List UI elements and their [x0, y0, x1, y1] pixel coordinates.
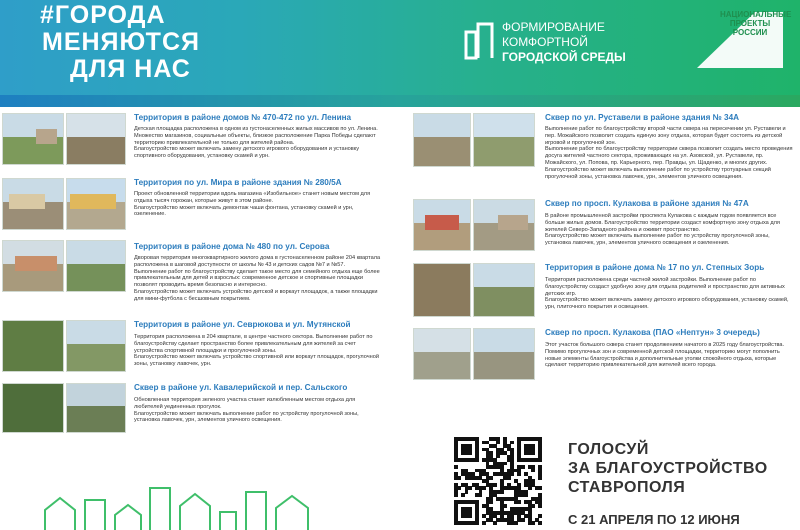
- qr-module: [510, 441, 514, 445]
- qr-module: [468, 514, 472, 518]
- project-6-paragraph: Благоустройство может включать выполнение работ по устройству тротуарных секций прогулочной зоны, установка лавочек, урн, элементов уличного освещения.: [545, 166, 771, 180]
- project-7-paragraph: Благоустройство может включать выполнение работ по устройству прогулочной зоны, установка лавочек, урн, элементов уличного освещения и озеленения.: [545, 233, 770, 247]
- project-2-title: Территория по ул. Мира в районе здания № 280/5А: [134, 178, 342, 187]
- qr-module: [475, 458, 479, 462]
- qr-module: [510, 472, 514, 476]
- logo2-line-1: НАЦИОНАЛЬНЫЕ: [720, 10, 792, 19]
- vote-call-to-action: [568, 440, 768, 497]
- qr-module: [517, 472, 521, 476]
- qr-module: [503, 504, 507, 508]
- qr-module: [458, 476, 462, 480]
- national-projects-logo-text: [720, 10, 792, 37]
- qr-module: [538, 514, 542, 518]
- project-6-photo-b: [473, 113, 535, 167]
- project-1-title: Территория в районе домов № 470-472 по ул. Ленина: [134, 113, 352, 122]
- qr-module: [538, 476, 542, 480]
- project-5-paragraph: Благоустройство может включать выполнение работ по устройству прогулочной зоны, установка лавочек, урн, элементов уличного освещения.: [134, 410, 359, 424]
- qr-module: [514, 521, 518, 525]
- project-3-paragraph: Благоустройство может включать устройство детской и воркаут площадок, а также площадки для мини-футбола с бесшовным покрытием.: [134, 288, 378, 302]
- project-3-title: Территория в районе дома № 480 по ул. Серова: [134, 242, 330, 251]
- project-7-paragraph: В районе промышленной застройки проспекта Кулакова с каждым годом появляется все больше жилых домов. Благоустройство территории создаст комфортную зону отдыха для жителей Северо-Западного района и оживит пространство.: [545, 213, 780, 233]
- qr-module: [500, 490, 504, 494]
- header-banner: [0, 0, 800, 95]
- qr-module: [538, 486, 542, 490]
- project-4-title: Территория в районе ул. Севрюкова и ул. Мутянской: [134, 320, 351, 329]
- qr-module: [454, 493, 458, 497]
- project-5-title: Сквер в районе ул. Кавалерийской и пер. Сальского: [134, 383, 348, 392]
- qr-module: [489, 476, 493, 480]
- project-7-photo-a: [413, 199, 471, 251]
- project-3-paragraph: Дворовая территория многоквартирного жилого дома в густонаселенном районе 204 квартала расположена в шаговой доступности от школы № 43 и детских садов №7 и №57.: [134, 255, 381, 268]
- campaign-hashtag: [40, 2, 200, 83]
- qr-module: [521, 518, 525, 522]
- qr-module: [465, 490, 469, 494]
- hashtag-line-2: МЕНЯЮТСЯ: [42, 28, 200, 56]
- city-skyline-icon: [40, 480, 340, 530]
- project-5-photo-b: [66, 383, 126, 433]
- project-9-photo-a: [413, 328, 471, 380]
- project-6-description: [545, 126, 795, 180]
- logo1-line-2: КОМФОРТНОЙ: [502, 35, 588, 49]
- qr-module: [461, 493, 465, 497]
- project-7-photo-b: [473, 199, 535, 251]
- qr-module: [538, 458, 542, 462]
- project-9-title: Сквер по просп. Кулакова (ПАО «Нептун» 3 очередь): [545, 328, 760, 337]
- qr-module: [521, 465, 525, 469]
- project-6-paragraph: Выполнение работ по благоустройству второй части сквера на пересечении ул. Руставели и пер. Можайского позволит создать единую зону отдыха, которая будет состоять из детской игровой и прогулочной зон.: [545, 126, 786, 146]
- project-4-paragraph: Территория расположена в 204 квартале, в центре частного сектора. Выполнение работ по благоустройству сделает пространство более привлекательным для жителей за счет устройства спортивной площадки и прогулочной зоны.: [134, 334, 373, 354]
- project-2-description: [134, 191, 384, 218]
- qr-module: [507, 476, 511, 480]
- qr-module: [468, 486, 472, 490]
- vote-line-2: ЗА БЛАГОУСТРОЙСТВО: [568, 460, 768, 477]
- project-6-title: Сквер по ул. Руставели в районе здания № 34А: [545, 113, 740, 122]
- qr-module: [528, 486, 532, 490]
- project-3-description: [134, 255, 384, 303]
- qr-module: [538, 521, 542, 525]
- logo1-line-1: ФОРМИРОВАНИЕ: [502, 20, 605, 34]
- vote-line-1: ГОЛОСУЙ: [568, 441, 649, 458]
- qr-module: [496, 441, 500, 445]
- qr-module: [538, 504, 542, 508]
- project-2-photo-b: [66, 178, 126, 230]
- project-1-paragraph: Детская площадка расположена в одном из густонаселенных жилых массивов по ул. Ленина. Множество магазинов, социальные объекты, близкое расположение Парка Победы сделают территорию привлекательной не только для жителей района.: [134, 126, 378, 146]
- qr-module: [493, 483, 497, 487]
- qr-module: [493, 521, 497, 525]
- qr-module: [531, 469, 535, 473]
- comfort-environment-logo-text: [502, 20, 626, 65]
- vote-dates: С 21 АПРЕЛЯ ПО 12 ИЮНЯ: [568, 512, 740, 527]
- logo2-line-3: РОССИИ: [732, 28, 768, 37]
- project-4-photo-b: [66, 320, 126, 372]
- logo1-line-3: ГОРОДСКОЙ СРЕДЫ: [502, 50, 626, 64]
- project-5-description: [134, 397, 384, 424]
- project-1-description: [134, 126, 384, 160]
- qr-module: [454, 465, 458, 469]
- hashtag-line-1: #ГОРОДА: [40, 1, 166, 29]
- qr-module: [482, 521, 486, 525]
- project-6-paragraph: Выполнение работ по благоустройству территории сквера позволит создать место проведения досуга жителей частного сектора, проживающих на ул. Азовской, ул. Руставели, пр. Можайского, ул. Попова, пр. Карьерного, пер. Правды, ул. Щаденко, и многих других.: [545, 146, 793, 166]
- qr-module: [468, 451, 472, 455]
- project-8-photo-a: [413, 263, 471, 317]
- qr-module: [531, 521, 535, 525]
- qr-module: [475, 521, 479, 525]
- project-4-paragraph: Благоустройство может включать устройство спортивной или воркаут площадок, прогулочной зоны, установку лавочек, урн.: [134, 354, 379, 368]
- project-8-title: Территория в районе дома № 17 по ул. Степных Зорь: [545, 263, 765, 272]
- project-2-paragraph: Проект обновленной территории вдоль магазина «Изобильное» станет новым местом для отдыха тысяч горожан, которые живут в этом районе.: [134, 191, 371, 204]
- project-4-description: [134, 334, 384, 368]
- qr-module: [503, 462, 507, 466]
- project-1-paragraph: Благоустройство может включать замену детского игрового оборудования и установку спортивного оборудования, установку скамей и урн.: [134, 146, 360, 160]
- header-stripe: [0, 95, 800, 107]
- project-4-photo-a: [2, 320, 64, 372]
- project-3-photo-a: [2, 240, 64, 292]
- logo2-line-2: ПРОЕКТЫ: [729, 19, 771, 28]
- qr-module: [482, 486, 486, 490]
- project-1-photo-a: [2, 113, 64, 165]
- project-9-paragraph: Этот участок большого сквера станет продолжением начатого в 2025 году благоустройства.: [545, 342, 785, 348]
- project-9-paragraph: Помимо прогулочных зон и современной детской площадки, территорию могут пополнить новые элементы благоустройства и дополнительные уголки спокойного отдыха, которые сделают территорию привлекательной для жителей всего города.: [545, 348, 780, 369]
- hashtag-line-3: ДЛЯ НАС: [70, 55, 191, 83]
- project-5-paragraph: Обновленная территория зеленого участка станет излюбленным местом отдыха для любителей уединенных прогулок.: [134, 397, 356, 410]
- project-3-photo-b: [66, 240, 126, 292]
- project-8-paragraph: Благоустройство может включать замену детского игрового оборудования, установку скамей, урн, плиточного покрытия и освещения.: [545, 297, 789, 311]
- qr-module: [517, 500, 521, 504]
- qr-module: [531, 504, 535, 508]
- qr-module: [496, 455, 500, 459]
- comfort-environment-logo-icon: [462, 18, 496, 62]
- project-9-description: [545, 342, 795, 369]
- project-7-title: Сквер по просп. Кулакова в районе здания № 47А: [545, 199, 749, 208]
- qr-module: [458, 486, 462, 490]
- project-2-photo-a: [2, 178, 64, 230]
- project-9-photo-b: [473, 328, 535, 380]
- qr-code[interactable]: [454, 437, 542, 525]
- project-7-description: [545, 213, 795, 247]
- project-8-paragraph: Территория расположена среди частной жилой застройки. Выполнение работ по благоустройству создаст удобную зону для отдыха родителей и пространство для активных детских игр.: [545, 277, 785, 297]
- qr-module: [531, 451, 535, 455]
- project-8-description: [545, 277, 795, 311]
- project-8-photo-b: [473, 263, 535, 317]
- project-1-photo-b: [66, 113, 126, 165]
- qr-module: [479, 493, 483, 497]
- project-6-photo-a: [413, 113, 471, 167]
- qr-module: [489, 500, 493, 504]
- vote-line-3: СТАВРОПОЛЯ: [568, 479, 686, 496]
- project-5-photo-a: [2, 383, 64, 433]
- project-3-paragraph: Выполнение работ по благоустройству сделает такое место для семейного отдыха еще более привлекательным для детей и взрослых: современное детское и спортивные площадки позволят проводить время безопасно и интересно.: [134, 268, 380, 289]
- qr-module: [524, 493, 528, 497]
- project-2-paragraph: Благоустройство может включать демонтаж чаши фонтана, установку скамей и урн, озеленение.: [134, 204, 354, 218]
